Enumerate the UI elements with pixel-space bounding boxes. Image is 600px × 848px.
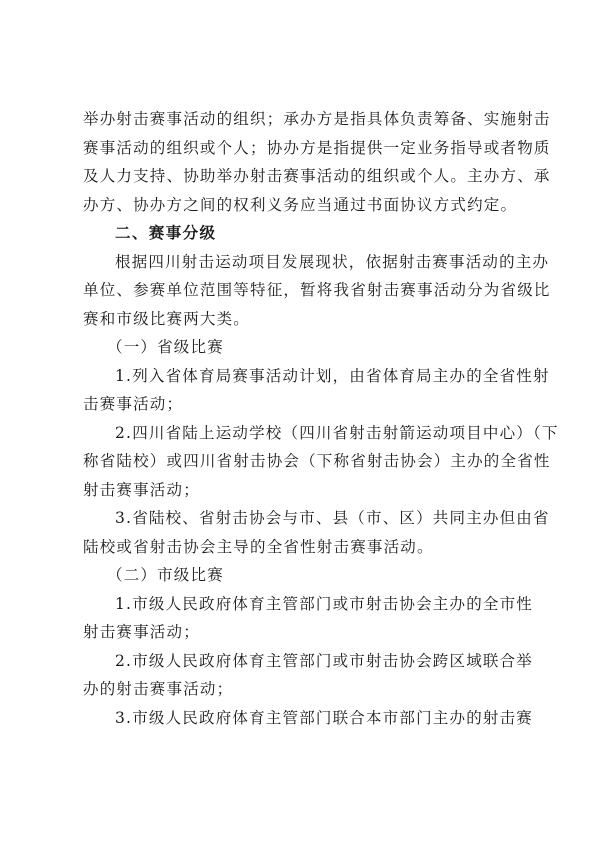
paragraph-intro (83, 105, 551, 219)
list-item (83, 419, 559, 505)
list-item (83, 362, 550, 419)
text-line: 单位、参赛单位范围等特征，暂将我省射击赛事活动分为省级比 (83, 281, 551, 299)
list-item (83, 704, 533, 733)
subsection-heading-city: （二）市级比赛 (107, 566, 224, 584)
subsection-heading-provincial: （一）省级比赛 (107, 338, 224, 356)
text-line: 及人力支持、协助举办射击赛事活动的组织或个人。主办方、承 (83, 167, 551, 185)
list-item (83, 647, 533, 704)
text-line: 办方、协办方之间的权利义务应当通过书面协议方式约定。 (83, 195, 518, 214)
text-line: 1.列入省体育局赛事活动计划，由省体育局主办的全省性射 (115, 366, 550, 385)
list-item (83, 504, 550, 561)
text-line: 击赛事活动； (83, 395, 184, 413)
list-item (83, 590, 533, 647)
text-line: 射击赛事活动； (83, 623, 200, 641)
text-line: 3.省陆校、省射击协会与市、县（市、区）共同主办但由省 (115, 509, 550, 527)
text-line: 根据四川射击运动项目发展现状，依据射击赛事活动的主办 (115, 252, 550, 271)
paragraph-grading (83, 248, 551, 334)
text-line: 赛和市级比赛两大类。 (83, 309, 251, 328)
text-line: 赛事活动的组织或个人；协办方是指提供一定业务指导或者物质 (83, 138, 551, 157)
text-line: 称省陆校）或四川省射击协会（下称省射击协会）主办的全省性 (83, 452, 551, 470)
section-heading: 二、赛事分级 (115, 224, 217, 242)
text-line: 1.市级人民政府体育主管部门或市射击协会主办的全市性 (115, 594, 533, 613)
document-body (83, 105, 559, 732)
text-line: 射击赛事活动； (83, 480, 200, 499)
text-line: 办的射击赛事活动； (83, 680, 234, 698)
text-line: 举办射击赛事活动的组织；承办方是指具体负责筹备、实施射击 (83, 110, 551, 128)
text-line: 2.四川省陆上运动学校（四川省射击射箭运动项目中心）（下 (115, 423, 559, 442)
text-line: 2.市级人民政府体育主管部门或市射击协会跨区域联合举 (115, 651, 533, 670)
text-line: 陆校或省射击协会主导的全省性射击赛事活动。 (83, 537, 434, 556)
text-line: 3.市级人民政府体育主管部门联合本市部门主办的射击赛 (115, 708, 533, 727)
